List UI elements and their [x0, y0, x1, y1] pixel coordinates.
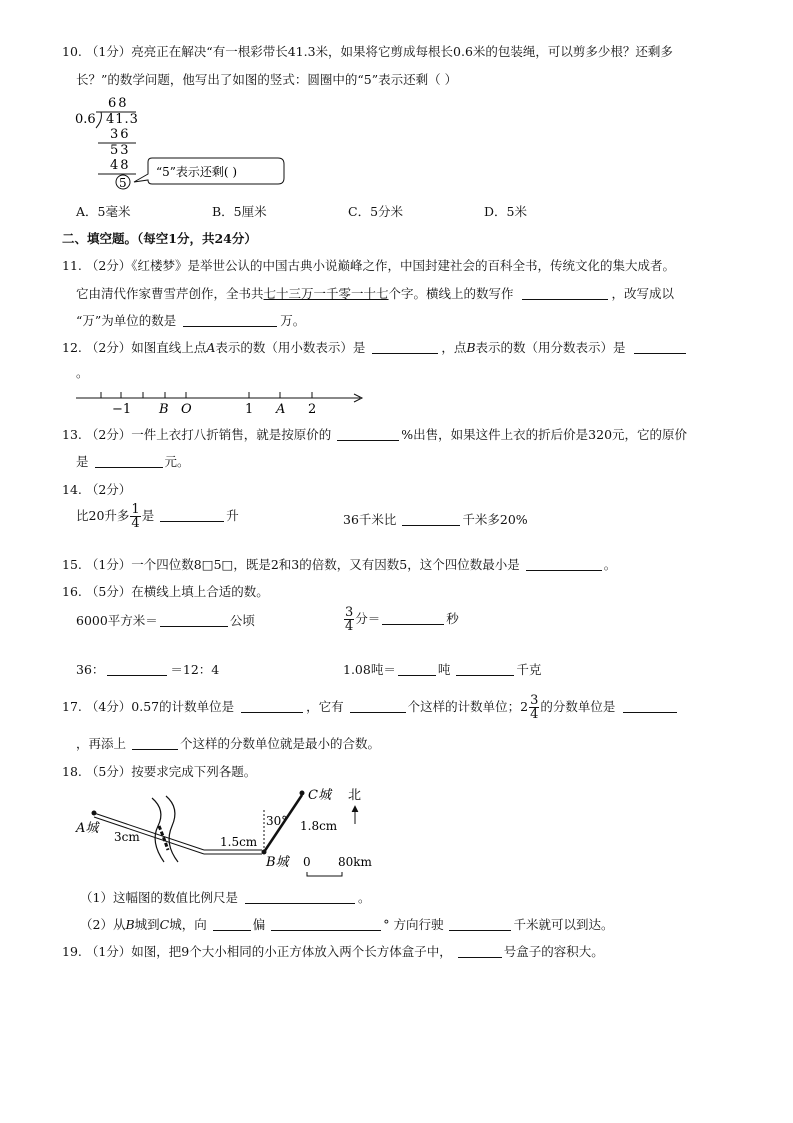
q16-blank-2[interactable]: [382, 612, 444, 625]
dividend: 41.3: [106, 112, 139, 127]
label-one: 1: [245, 402, 254, 417]
q16-r1-right: $\frac{3}{4}$ 分＝ 秒: [345, 605, 459, 634]
river-line-1: [152, 798, 164, 862]
step1: 36: [110, 127, 131, 142]
q13-line2: 是 元。: [76, 454, 190, 469]
label-o: O: [181, 402, 192, 417]
city-c-label: C城: [308, 788, 331, 803]
q11-line3: “万”为单位的数是 万。: [76, 313, 306, 328]
q12-blank-1[interactable]: [372, 341, 438, 354]
underlined-number: 七十三万一千零一十七: [263, 286, 389, 301]
q13-line1: 13. （2分）一件上衣打八折销售，就是按原价的 %出售，如果这件上衣的折后价是320元，它的原价: [62, 427, 688, 442]
q18-head: 18. （5分）按要求完成下列各题。: [62, 764, 257, 779]
q18-blank-3[interactable]: [271, 918, 381, 931]
angle-label: 30°: [266, 814, 288, 828]
city-a-label: A城: [76, 821, 99, 836]
q17-line1: 17. （4分）0.57的计数单位是 ，它有 个这样的计数单位；2 $\frac{3}{4}$ 的分数单位是: [62, 694, 677, 721]
q18-sub2: （2）从B城到C城，向 偏 ° 方向行驶 千米就可以到达。: [80, 917, 614, 932]
q16-blank-5[interactable]: [456, 663, 514, 676]
q18-blank-4[interactable]: [449, 918, 511, 931]
q14-blank-2[interactable]: [402, 513, 460, 526]
q14-left: 比20升多 $\frac{1}{4}$ 是 升: [76, 502, 239, 531]
remainder: 5: [119, 176, 127, 190]
label-b: B: [159, 402, 169, 417]
q16-blank-3[interactable]: [107, 663, 167, 676]
q12-line1: 12. （2分）如图直线上点A表示的数（用小数表示）是 ，点B表示的数（用分数表示）是: [62, 338, 686, 356]
city-a-dot: [92, 811, 97, 816]
scale-80: 80km: [338, 855, 372, 869]
q10-line2: 长？”的数学问题，他写出了如图的竖式：圆圈中的“5”表示还剩（ ）: [76, 72, 458, 87]
q16-r2-right: 1.08吨＝ 吨 千克: [343, 662, 542, 677]
fraction-three-quarters-mixed: $\frac{3}{4}$: [530, 693, 539, 722]
q17-blank-2[interactable]: [350, 700, 406, 713]
map-figure: [70, 780, 390, 880]
q17-blank-3[interactable]: [623, 700, 677, 713]
q11-blank-2[interactable]: [183, 314, 277, 327]
q12-blank-2[interactable]: [634, 341, 686, 354]
step2: 53: [110, 143, 131, 158]
q14-blank-1[interactable]: [160, 509, 224, 522]
q13-blank-1[interactable]: [337, 428, 399, 441]
option-a[interactable]: A．5毫米: [76, 204, 131, 219]
callout-text: “5”表示还剩( ): [156, 165, 238, 179]
city-b-label: B城: [266, 855, 289, 870]
q18-sub1: （1）这幅图的数值比例尺是 。: [80, 890, 371, 905]
option-d[interactable]: D．5米: [484, 204, 527, 219]
option-b[interactable]: B．5厘米: [212, 204, 267, 219]
step3: 48: [110, 158, 131, 173]
q11-blank-1[interactable]: [522, 287, 608, 300]
section-header: 二、填空题。（每空1分，共24分）: [62, 231, 257, 246]
q17-line2: ，再添上 个这样的分数单位就是最小的合数。: [76, 736, 381, 751]
q16-r2-left: 36： ＝12：4: [76, 662, 220, 677]
label-minus-one: −1: [112, 402, 132, 417]
option-c[interactable]: C．5分米: [348, 204, 404, 219]
q19-blank[interactable]: [458, 945, 502, 958]
q17-blank-1[interactable]: [241, 700, 303, 713]
number-line: [72, 384, 372, 420]
divisor: 0.6: [75, 112, 96, 127]
q12-line2: 。: [76, 365, 89, 380]
q19-line: 19. （1分）如图，把9个大小相同的小正方体放入两个长方体盒子中， 号盒子的容积大。: [62, 944, 604, 959]
q16-head: 16. （5分）在横线上填上合适的数。: [62, 584, 269, 599]
q16-blank-4[interactable]: [398, 663, 436, 676]
scale-bar: [307, 872, 342, 876]
q17-blank-4[interactable]: [132, 737, 178, 750]
q16-r1-left: 6000平方米＝ 公顷: [76, 613, 255, 628]
q14-right: 36千米比 千米多20%: [343, 512, 528, 527]
dist-mid: 1.5cm: [220, 835, 258, 849]
dist-a: 3cm: [114, 830, 140, 844]
quotient: 68: [108, 96, 129, 111]
fraction-one-quarter: $\frac{1}{4}$: [131, 502, 140, 531]
label-two: 2: [308, 402, 317, 417]
q15-blank[interactable]: [526, 558, 602, 571]
q16-blank-1[interactable]: [160, 614, 228, 627]
q11-line2: 它由清代作家曹雪芹创作，全书共七十三万一千零一十七个字。横线上的数写作 ，改写成以: [76, 286, 675, 301]
division-bracket: [96, 112, 101, 128]
dist-c: 1.8cm: [300, 819, 338, 833]
q18-blank-1[interactable]: [245, 891, 355, 904]
q13-blank-2[interactable]: [95, 455, 163, 468]
q14-head: 14. （2分）: [62, 482, 132, 497]
river-line-2: [166, 796, 178, 862]
q11-line1: 11. （2分）《红楼梦》是举世公认的中国古典小说巅峰之作，中国封建社会的百科全书，传统文化的集大成者。: [62, 258, 676, 273]
q10-line1: 10. （1分）亮亮正在解决“有一根彩带长41.3米，如果将它剪成每根长0.6米的包装绳，可以剪多少根？还剩多: [62, 44, 673, 59]
q15-line: 15. （1分）一个四位数8□5□，既是2和3的倍数，又有因数5，这个四位数最小是 。: [62, 557, 617, 572]
long-division-figure: [72, 92, 292, 192]
city-c-dot: [300, 791, 305, 796]
fraction-three-quarters: $\frac{3}{4}$: [345, 605, 354, 634]
label-a: A: [276, 402, 286, 417]
north-label: 北: [348, 788, 362, 803]
q18-blank-2[interactable]: [213, 918, 251, 931]
scale-zero: 0: [303, 855, 311, 869]
